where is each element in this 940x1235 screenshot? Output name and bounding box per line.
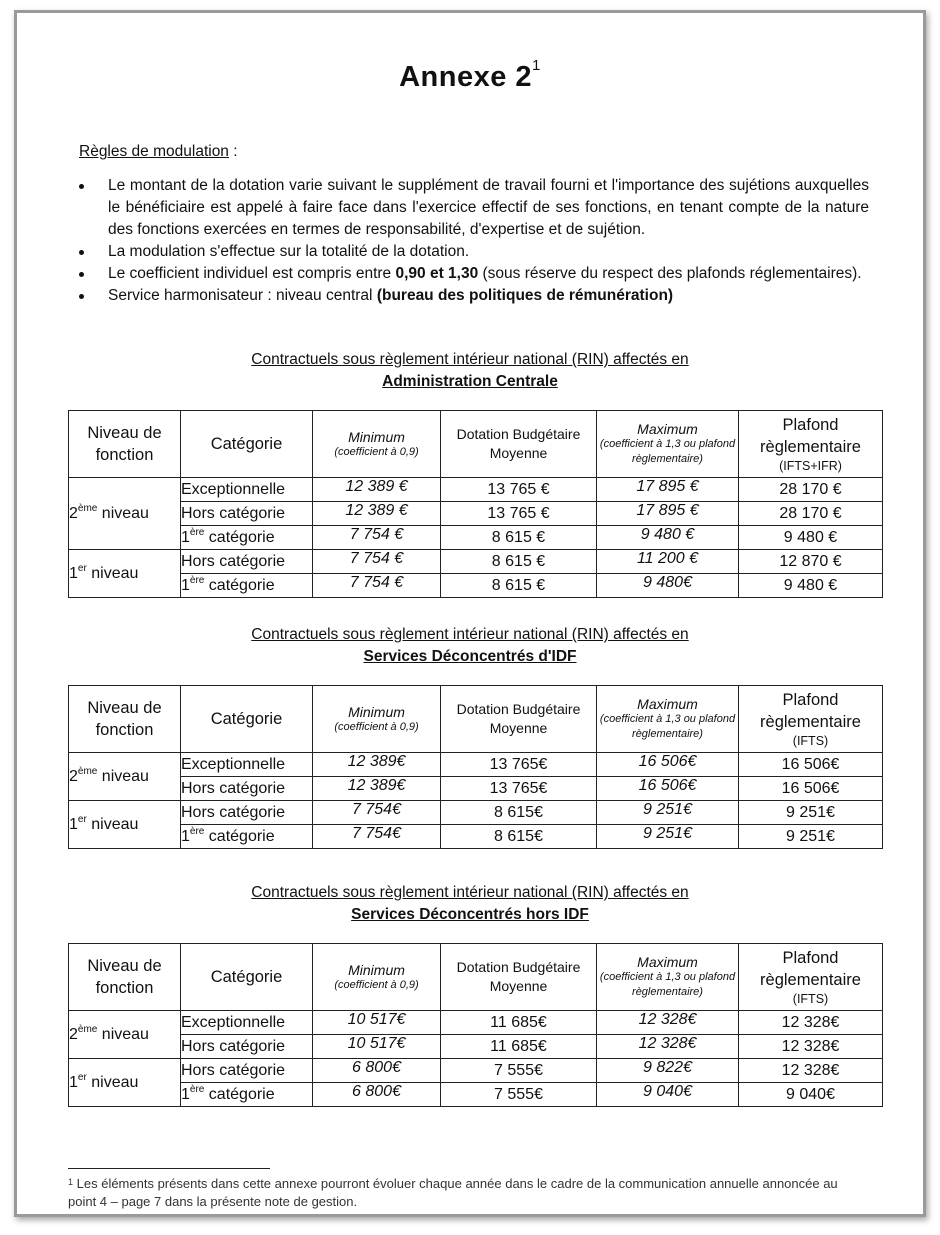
table-row [69, 1083, 883, 1107]
header-dotation: Dotation Budgétaire Moyenne [441, 944, 597, 1011]
dotation-cell: 7 555€ [441, 1083, 597, 1107]
plafond-cell: 9 251€ [739, 801, 883, 825]
category-cell: Hors catégorie [181, 801, 313, 825]
table-row [69, 550, 883, 574]
rules-list [79, 175, 869, 307]
category-cell: Exceptionnelle [181, 753, 313, 777]
level-cell: 1er niveau [69, 1059, 181, 1107]
footnote: $^1$ Les éléments présents dans cette annexe pourront évoluer chaque année dans le cadre de la communication annuelle annoncée au point 4 – page 7 dans la présente note de gestion. [68, 1176, 838, 1209]
maximum-cell: 17 895 € [597, 478, 739, 502]
category-cell: 1ère catégorie [181, 574, 313, 598]
maximum-cell: 16 506€ [597, 753, 739, 777]
table-row [69, 777, 883, 801]
dotation-cell: 8 615€ [441, 825, 597, 849]
rules-heading: Règles de modulation : [79, 143, 238, 160]
category-cell: Hors catégorie [181, 1035, 313, 1059]
maximum-cell: 11 200 € [597, 550, 739, 574]
category-cell: 1ère catégorie [181, 1083, 313, 1107]
header-niveau: Niveau de fonction [69, 686, 181, 753]
table-row [69, 1035, 883, 1059]
maximum-cell: 12 328€ [597, 1035, 739, 1059]
minimum-cell: 6 800€ [313, 1083, 441, 1107]
header-plafond: Plafond règlementaire (IFTS) [739, 944, 883, 1011]
table-row [69, 502, 883, 526]
list-item: Le coefficient individuel est compris entre 0,90 et 1,30 (sous réserve du respect des plafonds réglementaires). [79, 263, 869, 285]
table-services-hors-idf [68, 943, 883, 1107]
category-cell: Exceptionnelle [181, 478, 313, 502]
minimum-cell: 7 754 € [313, 526, 441, 550]
level-cell: 2ème niveau [69, 753, 181, 801]
section-heading-administration-centrale: Contractuels sous règlement intérieur national (RIN) affectés en Administration Centrale [251, 351, 689, 390]
maximum-cell: 9 251€ [597, 825, 739, 849]
header-categorie: Catégorie [181, 686, 313, 753]
level-cell: 2ème niveau [69, 478, 181, 550]
minimum-cell: 12 389 € [313, 502, 441, 526]
dotation-cell: 13 765€ [441, 753, 597, 777]
table-row [69, 526, 883, 550]
category-cell: Hors catégorie [181, 502, 313, 526]
header-dotation: Dotation Budgétaire Moyenne [441, 686, 597, 753]
dotation-cell: 7 555€ [441, 1059, 597, 1083]
minimum-cell: 10 517€ [313, 1035, 441, 1059]
plafond-cell: 16 506€ [739, 753, 883, 777]
document-page [14, 10, 926, 1217]
minimum-cell: 7 754 € [313, 574, 441, 598]
header-plafond: Plafond règlementaire (IFTS) [739, 686, 883, 753]
category-cell: Hors catégorie [181, 777, 313, 801]
minimum-cell: 7 754 € [313, 550, 441, 574]
level-cell: 2ème niveau [69, 1011, 181, 1059]
header-minimum: Minimum (coefficient à 0,9) [313, 944, 441, 1011]
list-item: Service harmonisateur : niveau central (bureau des politiques de rémunération) [79, 285, 869, 307]
section-heading-services-idf: Contractuels sous règlement intérieur national (RIN) affectés en Services Déconcentrés d'IDF [251, 626, 689, 665]
category-cell: Hors catégorie [181, 1059, 313, 1083]
header-categorie: Catégorie [181, 944, 313, 1011]
plafond-cell: 28 170 € [739, 502, 883, 526]
dotation-cell: 13 765 € [441, 478, 597, 502]
header-niveau: Niveau de fonction [69, 411, 181, 478]
header-minimum: Minimum (coefficient à 0,9) [313, 686, 441, 753]
maximum-cell: 9 480 € [597, 526, 739, 550]
maximum-cell: 12 328€ [597, 1011, 739, 1035]
category-cell: Exceptionnelle [181, 1011, 313, 1035]
dotation-cell: 13 765 € [441, 502, 597, 526]
dotation-cell: 11 685€ [441, 1011, 597, 1035]
category-cell: 1ère catégorie [181, 526, 313, 550]
minimum-cell: 10 517€ [313, 1011, 441, 1035]
header-niveau: Niveau de fonction [69, 944, 181, 1011]
maximum-cell: 16 506€ [597, 777, 739, 801]
category-cell: Hors catégorie [181, 550, 313, 574]
table-administration-centrale [68, 410, 883, 598]
table-services-idf [68, 685, 883, 849]
dotation-cell: 8 615 € [441, 526, 597, 550]
minimum-cell: 12 389€ [313, 777, 441, 801]
footnote-ref: 1 [532, 57, 541, 74]
category-cell: 1ère catégorie [181, 825, 313, 849]
plafond-cell: 9 480 € [739, 574, 883, 598]
minimum-cell: 6 800€ [313, 1059, 441, 1083]
minimum-cell: 12 389€ [313, 753, 441, 777]
footnote-divider [68, 1168, 270, 1169]
maximum-cell: 9 822€ [597, 1059, 739, 1083]
plafond-cell: 9 251€ [739, 825, 883, 849]
plafond-cell: 9 480 € [739, 526, 883, 550]
dotation-cell: 13 765€ [441, 777, 597, 801]
header-maximum: Maximum (coefficient à 1,3 ou plafond règlementaire) [597, 686, 739, 753]
table-row [69, 801, 883, 825]
plafond-cell: 28 170 € [739, 478, 883, 502]
dotation-cell: 8 615 € [441, 550, 597, 574]
maximum-cell: 17 895 € [597, 502, 739, 526]
plafond-cell: 12 870 € [739, 550, 883, 574]
list-item: Le montant de la dotation varie suivant le supplément de travail fourni et l'importance des sujétions auxquelles le bénéficiaire est appelé à faire face dans l'exercice effectif de ses fonctions, en tenant compte de la nature des fonctions exercées en termes de responsabilité, d'expertise et de sujétion. [79, 175, 869, 241]
plafond-cell: 12 328€ [739, 1011, 883, 1035]
maximum-cell: 9 251€ [597, 801, 739, 825]
minimum-cell: 12 389 € [313, 478, 441, 502]
header-maximum: Maximum (coefficient à 1,3 ou plafond règlementaire) [597, 411, 739, 478]
level-cell: 1er niveau [69, 801, 181, 849]
page-title: Annexe $2^1$ [399, 57, 541, 93]
maximum-cell: 9 480€ [597, 574, 739, 598]
plafond-cell: 16 506€ [739, 777, 883, 801]
dotation-cell: 11 685€ [441, 1035, 597, 1059]
minimum-cell: 7 754€ [313, 825, 441, 849]
plafond-cell: 12 328€ [739, 1035, 883, 1059]
plafond-cell: 12 328€ [739, 1059, 883, 1083]
list-item: La modulation s'effectue sur la totalité de la dotation. [79, 241, 869, 263]
level-cell: 1er niveau [69, 550, 181, 598]
maximum-cell: 9 040€ [597, 1083, 739, 1107]
header-minimum: Minimum (coefficient à 0,9) [313, 411, 441, 478]
table-row [69, 1059, 883, 1083]
table-row [69, 825, 883, 849]
header-dotation: Dotation Budgétaire Moyenne [441, 411, 597, 478]
table-row [69, 753, 883, 777]
plafond-cell: 9 040€ [739, 1083, 883, 1107]
section-heading-services-hors-idf: Contractuels sous règlement intérieur national (RIN) affectés en Services Déconcentrés hors IDF [251, 884, 689, 923]
table-row [69, 478, 883, 502]
header-categorie: Catégorie [181, 411, 313, 478]
dotation-cell: 8 615 € [441, 574, 597, 598]
header-maximum: Maximum (coefficient à 1,3 ou plafond règlementaire) [597, 944, 739, 1011]
table-row [69, 574, 883, 598]
header-plafond: Plafond règlementaire (IFTS+IFR) [739, 411, 883, 478]
table-row [69, 1011, 883, 1035]
dotation-cell: 8 615€ [441, 801, 597, 825]
minimum-cell: 7 754€ [313, 801, 441, 825]
